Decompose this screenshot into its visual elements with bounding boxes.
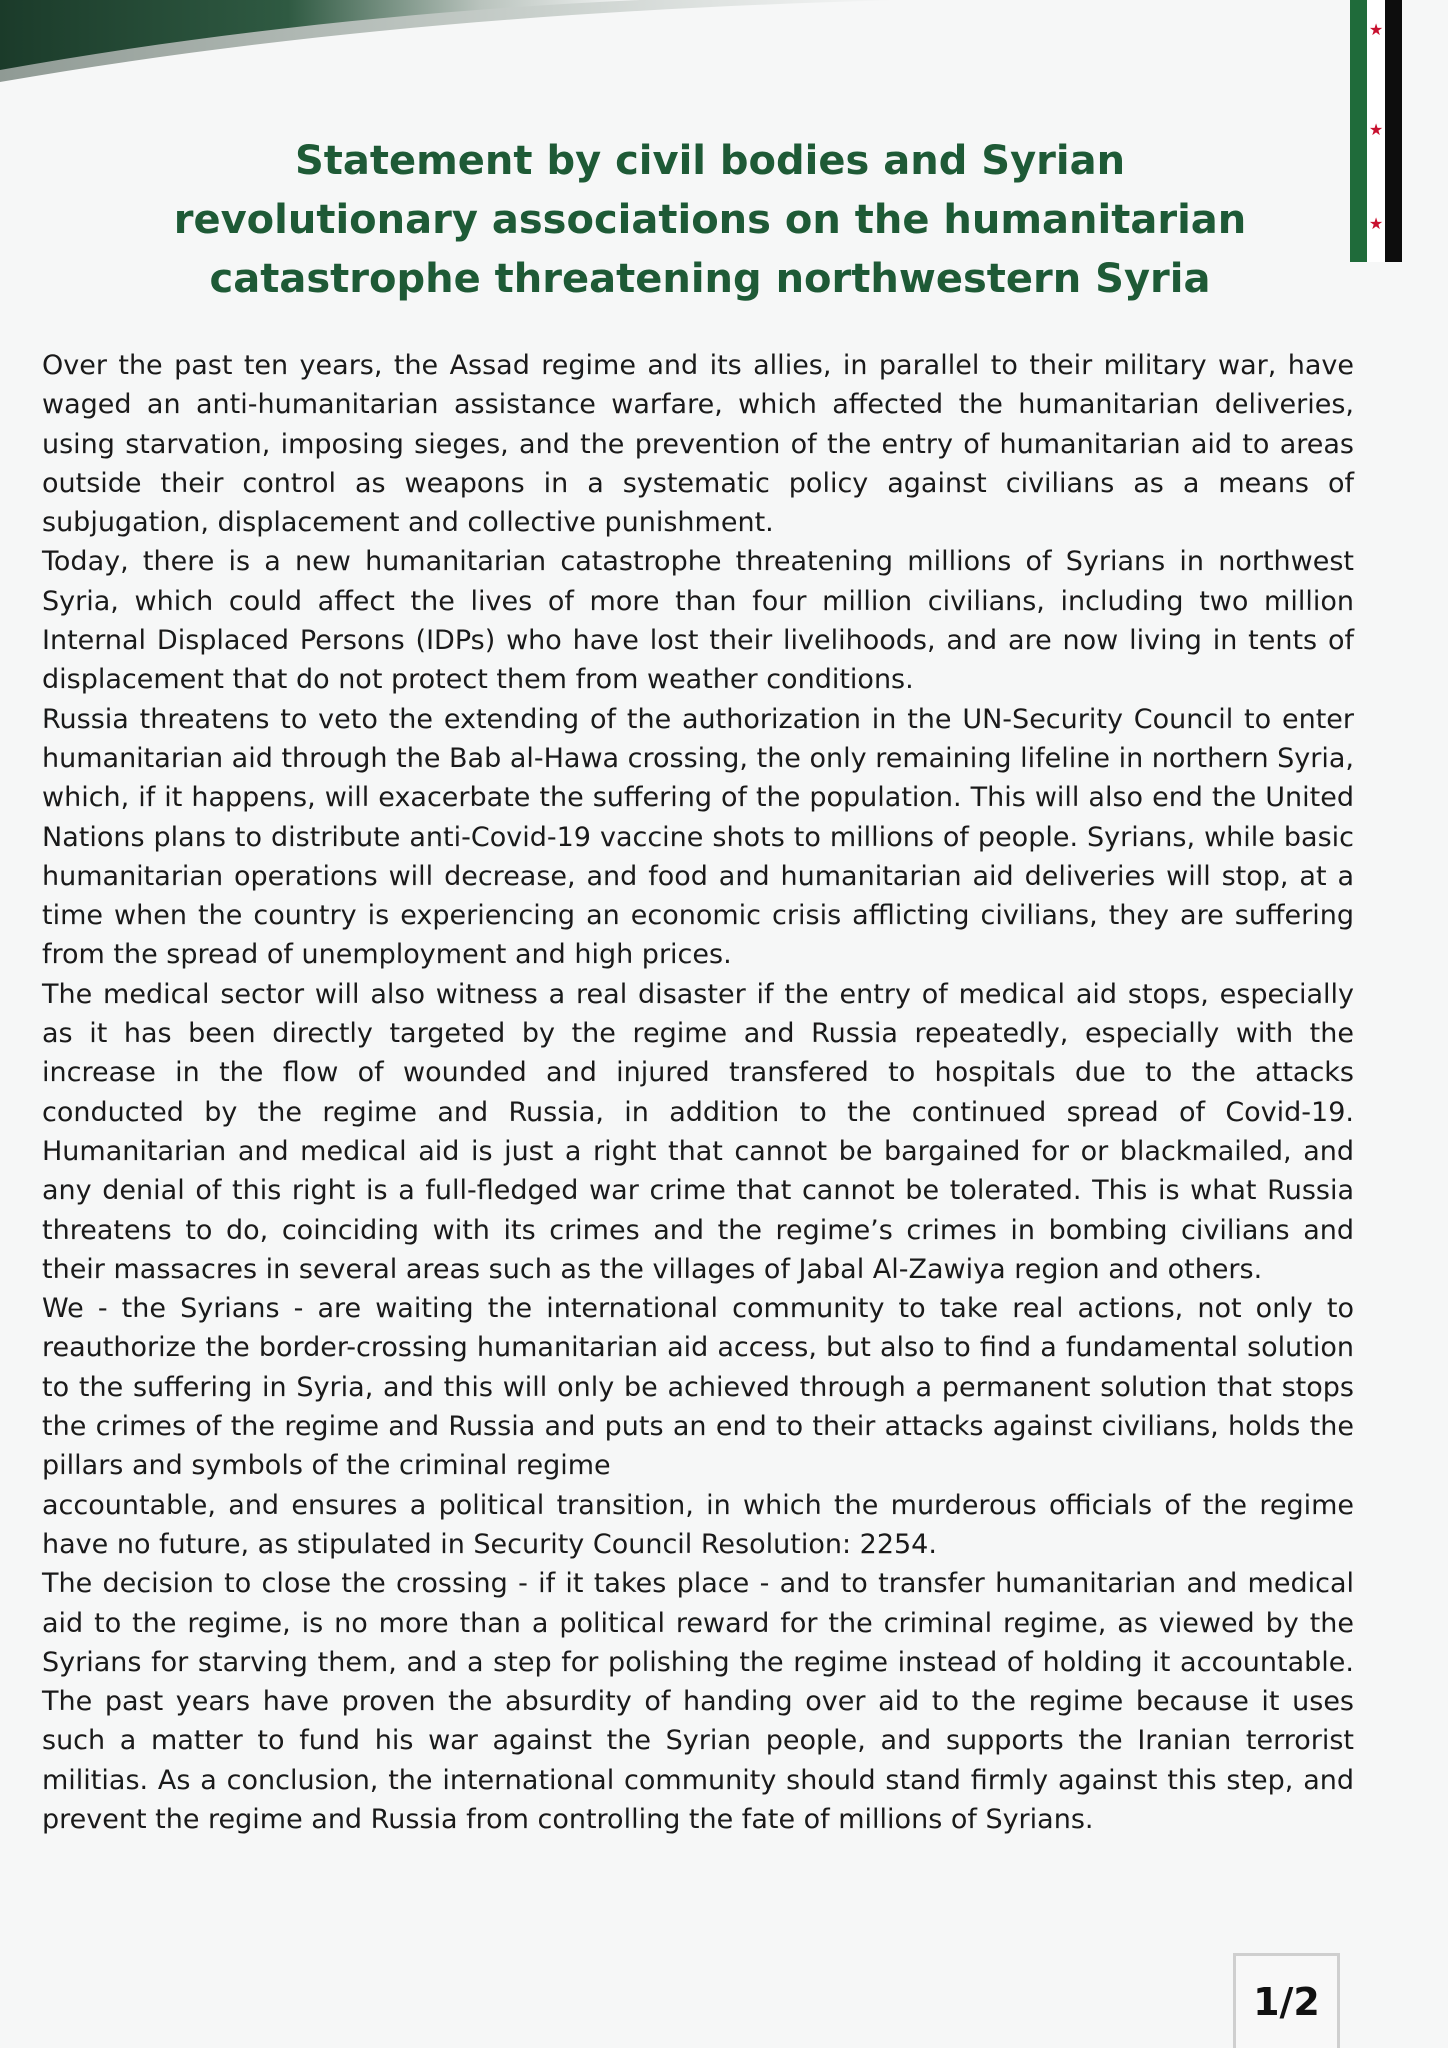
title-line: Statement by civil bodies and Syrian (294, 138, 1126, 184)
title-line: catastrophe threatening northwestern Syria (209, 256, 1211, 302)
page-number-box (1233, 1953, 1340, 2048)
flag-stripe-black (1385, 0, 1402, 262)
body-paragraph: Over the past ten years, the Assad regime and its allies, in parallel to their military war, have waged an anti-humanitarian assistance warfare, which affected the humanitarian deliveries, using starvation, imposing sieges, and the prevention of the entry of humanitarian aid to areas outside their control as weapons in a systematic policy against civilians as a means of subjugation, displacement and collective punishment. (42, 350, 1354, 539)
body-paragraph: Today, there is a new humanitarian catastrophe threatening millions of Syrians in northwest Syria, which could affect the lives of more than four million civilians, including two million Internal Displaced Persons (IDPs) who have lost their livelihoods, and are now living in tents of displacement that do not protect them from weather conditions. (42, 546, 1354, 696)
flag-star-icon: ★ (1368, 214, 1384, 233)
body-paragraph: The decision to close the crossing - if it takes place - and to transfer humanitarian and medical aid to the regime, is no more than a political reward for the criminal regime, as viewed by the Syrians for starving them, and a step for polishing the regime instead of holding it accountable. The past years have proven the absurdity of handing over aid to the regime because it uses such a matter to fund his war against the Syrian people, and supports the Iranian terrorist militias. As a conclusion, the international community should stand firmly against this step, and prevent the regime and Russia from controlling the fate of millions of Syrians. (42, 1568, 1354, 1835)
header-swoosh-decoration (0, 0, 1448, 120)
flag-stripe-green (1350, 0, 1367, 262)
page-number: 1/2 (1253, 1980, 1320, 2024)
statement-body (42, 346, 1354, 1839)
body-paragraph: accountable, and ensures a political transition, in which the murderous officials of the regime have no future, as stipulated in Security Council Resolution: 2254. (42, 1489, 1354, 1560)
flag-star-icon: ★ (1368, 20, 1384, 39)
body-paragraph: Russia threatens to veto the extending of the authorization in the UN-Security Council to enter humanitarian aid through the Bab al-Hawa crossing, the only remaining lifeline in northern Syria, which, if it happens, will exacerbate the suffering of the population. This will also end the United Nations plans to distribute anti-Covid-19 vaccine shots to millions of people. Syrians, while basic humanitarian operations will decrease, and food and humanitarian aid deliveries will stop, at a time when the country is experiencing an economic crisis afflicting civilians, they are suffering from the spread of unemployment and high prices. (42, 703, 1354, 971)
title-line: revolutionary associations on the humanitarian (173, 197, 1247, 243)
flag-stripe-white (1367, 0, 1384, 262)
body-paragraph: We - the Syrians - are waiting the international community to take real actions, not only to reauthorize the border-crossing humanitarian aid access, but also to find a fundamental solution to the suffering in Syria, and this will only be achieved through a permanent solution that stops the crimes of the regime and Russia and puts an end to their attacks against civilians, holds the pillars and symbols of the criminal regime (42, 1293, 1354, 1482)
syrian-revolution-flag (1350, 0, 1402, 262)
statement-title (120, 132, 1300, 309)
body-paragraph: The medical sector will also witness a real disaster if the entry of medical aid stops, especially as it has been directly targeted by the regime and Russia repeatedly, especially with the increase in the flow of wounded and injured transfered to hospitals due to the attacks conducted by the regime and Russia, in addition to the continued spread of Covid-19. Humanitarian and medical aid is just a right that cannot be bargained for or blackmailed, and any denial of this right is a full-fledged war crime that cannot be tolerated. This is what Russia threatens to do, coinciding with its crimes and the regime’s crimes in bombing civilians and their massacres in several areas such as the villages of Jabal Al-Zawiya region and others. (42, 978, 1354, 1285)
flag-star-icon: ★ (1368, 120, 1384, 139)
